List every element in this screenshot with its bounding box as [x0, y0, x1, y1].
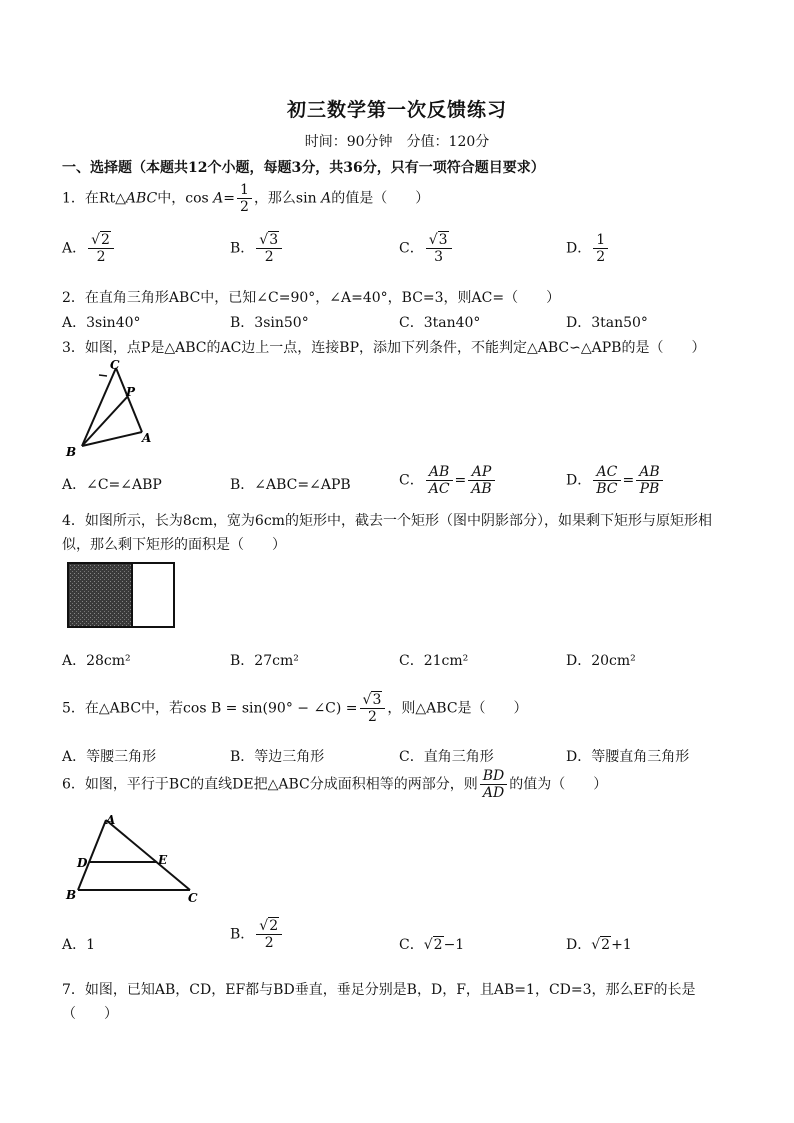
frac-den: PB — [639, 481, 660, 497]
frac-num: √2 — [256, 918, 282, 935]
q5-fraction — [360, 692, 386, 725]
q1-triangle: ABC — [125, 190, 158, 207]
frac-den: BC — [596, 481, 618, 497]
sqrt-sign: √ — [591, 937, 601, 953]
frac-num: √2 — [88, 232, 114, 249]
frac-den: 2 — [368, 709, 377, 725]
q1-var-a2: A — [321, 190, 332, 207]
q2-option-d[interactable]: D．3tan50° — [566, 315, 648, 331]
frac-den: 2 — [96, 249, 106, 265]
frac-den: 2 — [264, 935, 274, 951]
q3-option-a[interactable]: A．∠C=∠ABP — [62, 477, 162, 493]
label-a: A — [106, 813, 116, 827]
q4-rectangle-figure — [66, 561, 176, 629]
q1-eq: = — [223, 190, 236, 207]
radicand: 2 — [269, 918, 279, 934]
label-a: A — [142, 431, 152, 445]
option-label: C． — [399, 240, 424, 257]
stray-mark — [99, 375, 107, 376]
q1-post: ，那么sin — [253, 190, 317, 207]
radicand: 3 — [438, 232, 448, 248]
frac-den: 2 — [596, 249, 606, 265]
frac-num: AB — [636, 464, 662, 481]
label-p: P — [126, 385, 136, 399]
question-7-line-1: 7．如图，已知AB，CD，EF都与BD垂直，垂足分别是B，D，F，且AB=1，CD=3，那么EF的长是 — [62, 982, 696, 998]
q2-option-a[interactable]: A．3sin40° — [62, 315, 141, 331]
q1-c-frac — [426, 232, 452, 265]
label-e: E — [158, 853, 168, 867]
frac — [426, 464, 453, 497]
label-b: B — [66, 888, 77, 902]
frac-num: 1 — [593, 232, 608, 249]
q1-number: 1． — [62, 190, 85, 207]
sqrt-sign: √ — [423, 937, 433, 953]
q1-mid: 中，cos — [157, 190, 209, 207]
q1-option-b[interactable] — [230, 232, 284, 265]
q1-option-c[interactable] — [399, 232, 454, 265]
radicand: 3 — [269, 232, 279, 248]
q2-option-c[interactable]: C．3tan40° — [399, 315, 481, 331]
q5-pre: 5．在△ABC中，若cos B = sin(90° − ∠C) = — [62, 700, 358, 717]
exam-info: 时间：90分钟 分值：120分 — [304, 134, 490, 150]
q1-pre: 在 — [84, 190, 99, 207]
label-d: D — [77, 856, 88, 870]
q5-option-a[interactable]: A．等腰三角形 — [62, 749, 157, 765]
equals: = — [454, 472, 467, 489]
q6-option-b[interactable] — [230, 918, 284, 951]
frac — [593, 464, 620, 497]
q3-option-c[interactable] — [399, 464, 497, 497]
q6-pre: 6．如图，平行于BC的直线DE把△ABC分成面积相等的两部分，则 — [62, 776, 478, 793]
q1-fraction — [237, 182, 252, 215]
question-6 — [62, 768, 607, 801]
frac-num: AB — [426, 464, 453, 481]
question-7-line-2: （ ） — [62, 1006, 118, 1022]
frac-num: √3 — [426, 232, 452, 249]
frac — [468, 464, 494, 497]
q4-option-c[interactable]: C．21cm² — [399, 653, 469, 669]
question-4-line-1: 4．如图所示，长为8cm，宽为6cm的矩形中，截去一个矩形（图中阴影部分），如果剩下矩形与原矩形相 — [62, 513, 712, 529]
q6-triangle-figure — [62, 812, 202, 904]
q3-triangle-figure — [62, 356, 172, 462]
q6-option-c[interactable] — [399, 934, 464, 954]
label-c: C — [188, 891, 198, 904]
shaded-region — [68, 563, 132, 627]
option-label: B． — [230, 926, 255, 943]
q1-frac-num: 1 — [237, 182, 252, 199]
tail: +1 — [611, 937, 632, 953]
q1-option-a[interactable] — [62, 232, 116, 265]
radicand: 2 — [601, 937, 611, 953]
q6-option-a[interactable]: A．1 — [62, 937, 96, 953]
question-1 — [62, 182, 429, 215]
q1-a-frac — [88, 232, 114, 265]
frac-den: AD — [482, 785, 505, 801]
radicand: 2 — [101, 232, 110, 248]
label-b: B — [66, 445, 77, 459]
option-label: D． — [566, 472, 592, 489]
q4-option-d[interactable]: D．20cm² — [566, 653, 636, 669]
q4-option-b[interactable]: B．27cm² — [230, 653, 299, 669]
q5-option-c[interactable]: C．直角三角形 — [399, 749, 494, 765]
frac-den: 3 — [434, 249, 444, 265]
frac-den: AC — [428, 481, 450, 497]
question-4-line-2: 似，那么剩下矩形的面积是（ ） — [62, 537, 286, 553]
option-label: D． — [566, 240, 592, 257]
frac-num: BD — [480, 768, 508, 785]
frac-num: √3 — [256, 232, 282, 249]
frac-num: AP — [468, 464, 494, 481]
frac-num: AC — [593, 464, 620, 481]
option-label: C． — [399, 937, 424, 953]
question-3: 3．如图，点P是△ABC的AC边上一点，连接BP，添加下列条件，不能判定△ABC∽△APB的是（ ） — [62, 340, 706, 356]
q1-var-a: A — [213, 190, 224, 207]
q1-tail: 的值是（ ） — [331, 190, 430, 207]
q5-post: ，则△ABC是（ ） — [387, 700, 528, 717]
tail: −1 — [443, 937, 465, 953]
q2-option-b[interactable]: B．3sin50° — [230, 315, 309, 331]
q6-post: 的值为（ ） — [509, 776, 608, 793]
option-label: A． — [62, 240, 87, 257]
radicand: 2 — [433, 937, 443, 953]
q5-option-d[interactable]: D．等腰直角三角形 — [566, 749, 690, 765]
frac-den: 2 — [264, 249, 274, 265]
section-heading: 一、选择题（本题共12个小题，每题3分，共36分，只有一项符合题目要求） — [62, 160, 545, 176]
option-label: B． — [230, 240, 255, 257]
q4-option-a[interactable]: A．28cm² — [62, 653, 131, 669]
q6-fraction — [480, 768, 508, 801]
question-2: 2．在直角三角形ABC中，已知∠C=90°，∠A=40°，BC=3，则AC=（ ） — [62, 290, 561, 306]
page-title: 初三数学第一次反馈练习 — [286, 99, 507, 121]
q5-option-b[interactable]: B．等边三角形 — [230, 749, 325, 765]
q1-frac-den: 2 — [240, 199, 249, 215]
frac-num: √3 — [360, 692, 386, 709]
radicand: 3 — [372, 692, 382, 708]
q1-d-frac — [593, 232, 608, 265]
frac-den: AB — [471, 481, 492, 497]
frac — [636, 464, 662, 497]
q6-option-d[interactable] — [566, 934, 632, 954]
equals: = — [622, 472, 635, 489]
label-c: C — [110, 358, 120, 372]
frac — [256, 918, 282, 951]
q3-option-b[interactable]: B．∠ABC=∠APB — [230, 477, 351, 493]
option-label: D． — [566, 937, 592, 953]
q1-rt: Rt△ — [98, 190, 126, 207]
q1-b-frac — [256, 232, 282, 265]
q3-option-d[interactable] — [566, 464, 665, 497]
q1-option-d[interactable] — [566, 232, 610, 265]
option-label: C． — [399, 472, 424, 489]
question-5 — [62, 692, 528, 725]
